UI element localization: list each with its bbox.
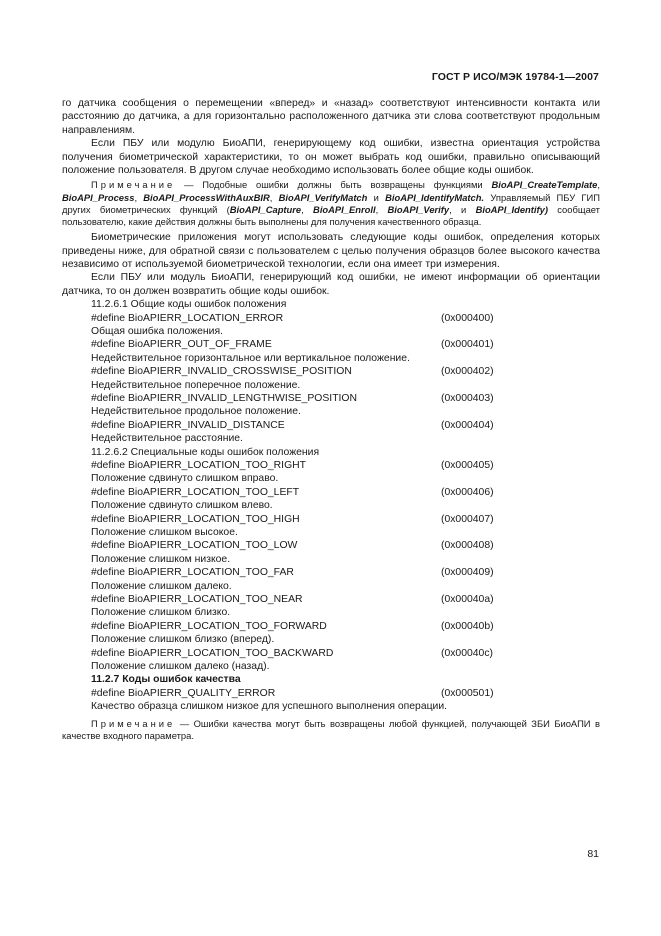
code-line: #define BioAPIERR_LOCATION_TOO_LEFT (0x000406) xyxy=(91,486,494,498)
paragraph: Биометрические приложения могут использовать следующие коды ошибок, определения которых приведены ниже, для обратной связи с пользователем с целью получения образцов более высокого качества независимо от используемой биометрической технологии, если она имеет три измерения. xyxy=(62,232,600,271)
code-description: Положение слишком далеко. xyxy=(91,580,232,592)
code-line: #define BioAPIERR_LOCATION_TOO_RIGHT (0x000405) xyxy=(91,460,494,472)
code-description: Положение слишком близко (вперед). xyxy=(91,634,275,646)
note: Примечание — Ошибки качества могут быть возвращены любой функцией, получающей ЗБИ БиоАПИ в качестве входного параметра. xyxy=(62,717,600,741)
code-description: Положение сдвинуто слишком влево. xyxy=(91,500,273,512)
code-line: #define BioAPIERR_INVALID_DISTANCE (0x000404) xyxy=(91,419,494,431)
subsection-heading: 11.2.6.2 Специальные коды ошибок положения xyxy=(91,446,320,458)
code-description: Качество образца слишком низкое для успешного выполнения операции. xyxy=(91,701,448,713)
code-description: Общая ошибка положения. xyxy=(91,326,223,338)
code-list xyxy=(62,687,600,714)
code-description: Недействительное поперечное положение. xyxy=(91,379,301,391)
subsection-heading: 11.2.6.1 Общие коды ошибок положения xyxy=(91,299,287,311)
code-line: #define BioAPIERR_LOCATION_ERROR (0x000400) xyxy=(91,312,494,324)
code-description: Положение сдвинуто слишком вправо. xyxy=(91,473,279,485)
code-description: Положение слишком близко. xyxy=(91,607,231,619)
page-number: 81 xyxy=(587,848,599,860)
code-description: Недействительное продольное положение. xyxy=(91,406,301,418)
code-line: #define BioAPIERR_LOCATION_TOO_BACKWARD (0x00040c) xyxy=(91,647,493,659)
code-line: #define BioAPIERR_LOCATION_TOO_HIGH (0x000407) xyxy=(91,513,494,525)
code-list xyxy=(62,312,600,446)
code-description: Недействительное расстояние. xyxy=(91,433,243,445)
code-line: #define BioAPIERR_OUT_OF_FRAME (0x000401) xyxy=(91,339,494,351)
code-description: Положение слишком низкое. xyxy=(91,553,231,565)
code-line: #define BioAPIERR_LOCATION_TOO_FAR (0x000409) xyxy=(91,567,494,579)
code-line: #define BioAPIERR_QUALITY_ERROR (0x000501) xyxy=(91,687,494,699)
code-line: #define BioAPIERR_INVALID_CROSSWISE_POSITION (0x000402) xyxy=(91,366,494,378)
paragraph: го датчика сообщения о перемещении «вперед» и «назад» соответствуют интенсивности контакта или расстоянию до датчика, а для горизонтально расположенного датчика эти слова соответствуют продольным направлениям. xyxy=(62,98,600,136)
standard-header: ГОСТ Р ИСО/МЭК 19784-1—2007 xyxy=(431,71,599,83)
code-line: #define BioAPIERR_LOCATION_TOO_NEAR (0x00040a) xyxy=(91,594,494,606)
document-body xyxy=(62,97,600,745)
code-line: #define BioAPIERR_LOCATION_TOO_FORWARD (0x00040b) xyxy=(91,620,494,632)
code-list xyxy=(62,459,600,673)
code-description: Положение слишком высокое. xyxy=(91,527,238,539)
code-description: Недействительное горизонтальное или вертикальное положение. xyxy=(91,352,410,364)
paragraph: Если ПБУ или модуль БиоАПИ, генерирующий код ошибки, не имеют информации об ориентации датчика, то он должен возвратить общие коды ошибок. xyxy=(62,272,600,297)
note-label: Примечание xyxy=(91,717,176,729)
code-line: #define BioAPIERR_LOCATION_TOO_LOW (0x000408) xyxy=(91,540,494,552)
code-line: #define BioAPIERR_INVALID_LENGTHWISE_POSITION (0x000403) xyxy=(91,393,494,405)
note: Примечание — Подобные ошибки должны быть возвращены функциями BioAPI_CreateTemplate, BioAPI_Process, BioAPI_ProcessWithAuxBIR, BioAPI_VerifyMatch и BioAPI_IdentifyMatch. Управляемый ПБУ ГИП других биометрических функций (BioAPI_Capture, BioAPI_Enroll, BioAPI_Verify, и BioAPI_Identify) сообщает пользователю, какие действия должны быть выполнены для получения качественного образца. xyxy=(62,179,600,228)
code-description: Положение слишком далеко (назад). xyxy=(91,661,270,673)
note-label: Примечание xyxy=(91,179,176,191)
section-heading: 11.2.7 Коды ошибок качества xyxy=(91,674,241,686)
paragraph: Если ПБУ или модулю БиоАПИ, генерирующему код ошибки, известна ориентация устройства получения биометрической характеристики, то он может выбрать код ошибки, правильно описывающий положение пользователя. В другом случае необходимо использовать более общие коды ошибок. xyxy=(62,138,600,177)
